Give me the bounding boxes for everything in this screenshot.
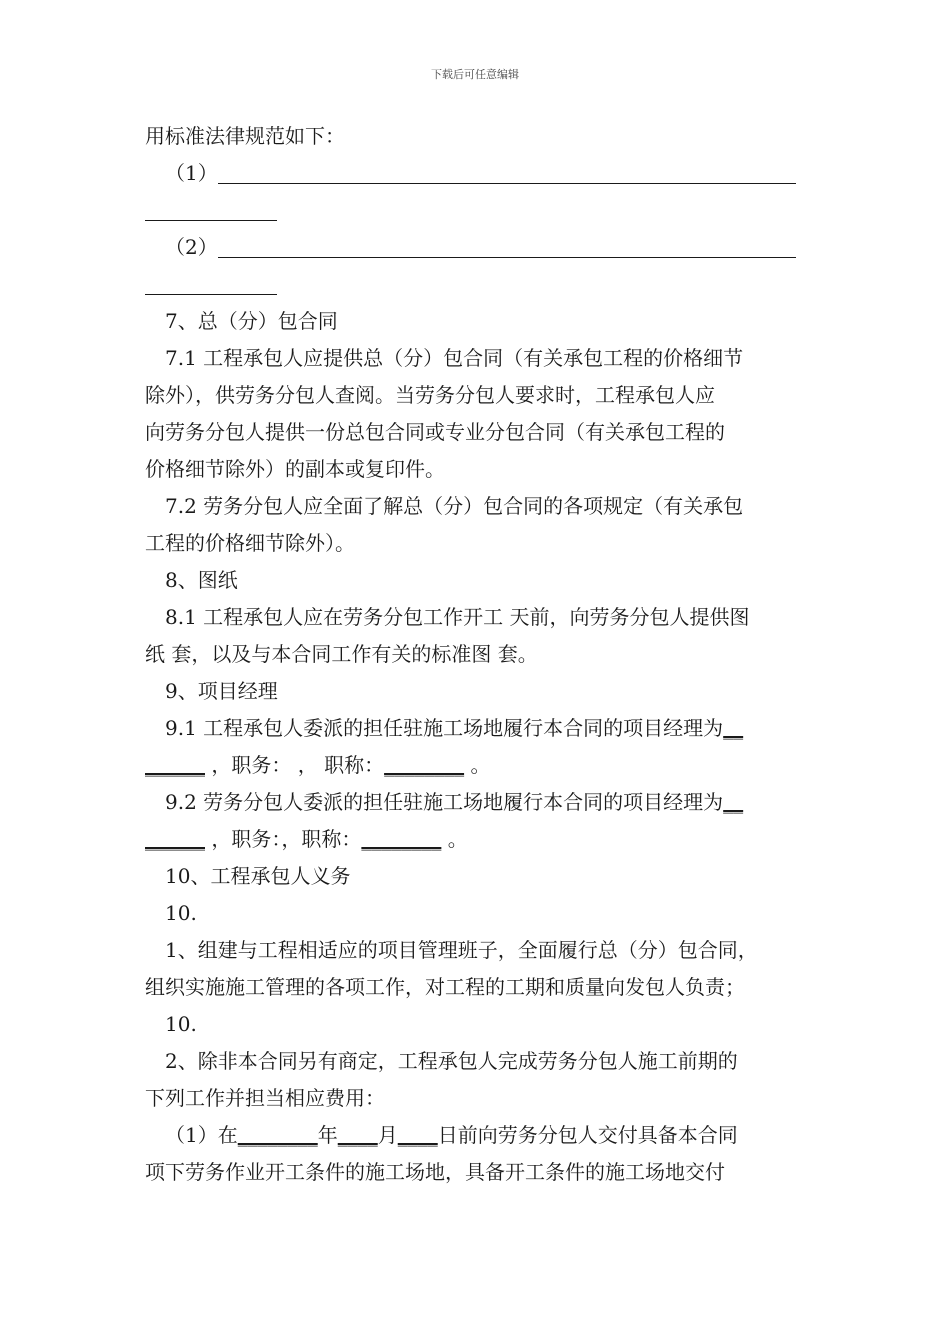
section-heading: 9、项目经理 (165, 679, 278, 703)
fill-blank[interactable] (218, 233, 796, 258)
section-heading: 7、总（分）包合同 (165, 309, 338, 333)
month-blank[interactable]: ____ (337, 1123, 378, 1147)
text-line (145, 155, 810, 192)
text-line: 1、组建与工程相适应的项目管理班子，全面履行总（分）包合同， (165, 938, 758, 962)
text-line: ______ ，职务： ， 职称：________ 。 (145, 753, 491, 777)
text-line (145, 192, 810, 229)
text-line: ______ ，职务：，职称：________ 。 (145, 827, 468, 851)
fill-blank[interactable] (145, 270, 277, 295)
document-body (145, 118, 810, 1191)
text-line: 价格细节除外）的副本或复印件。 (145, 457, 445, 481)
text-line: 组织实施施工管理的各项工作，对工程的工期和质量向发包人负责； (145, 975, 745, 999)
fill-blank[interactable]: __ (723, 716, 744, 740)
text-line: 工程的价格细节除外）。 (145, 531, 355, 555)
text-line: 10. (165, 901, 197, 925)
day-blank[interactable]: ____ (397, 1123, 438, 1147)
text-line: 项下劳务作业开工条件的施工场地，具备开工条件的施工场地交付 (145, 1160, 725, 1184)
text-line: 8.1 工程承包人应在劳务分包工作开工 天前，向劳务分包人提供图 (165, 605, 750, 629)
text-line: 7.1 工程承包人应提供总（分）包合同（有关承包工程的价格细节 (165, 346, 744, 370)
text-line: 7.2 劳务分包人应全面了解总（分）包合同的各项规定（有关承包 (165, 494, 744, 518)
section-heading: 8、图纸 (165, 568, 238, 592)
section-heading: 10、工程承包人义务 (165, 864, 351, 888)
year-blank[interactable]: ________ (237, 1123, 318, 1147)
text-line (145, 266, 810, 303)
text-line: 下列工作并担当相应费用： (145, 1086, 385, 1110)
text-line: 除外），供劳务分包人查阅。当劳务分包人要求时，工程承包人应 (145, 383, 715, 407)
text-line: 10. (165, 1012, 197, 1036)
text-line: 9.2 劳务分包人委派的担任驻施工场地履行本合同的项目经理为__ (165, 790, 744, 814)
fill-blank[interactable]: ______ (145, 753, 205, 777)
item-label: （2） (165, 235, 218, 259)
fill-blank[interactable] (218, 159, 796, 184)
text-line: 2、除非本合同另有商定，工程承包人完成劳务分包人施工前期的 (165, 1049, 738, 1073)
text-line: 用标准法律规范如下： (145, 124, 345, 148)
item-label: （1） (165, 161, 218, 185)
text-line: 向劳务分包人提供一份总包合同或专业分包合同（有关承包工程的 (145, 420, 725, 444)
page-header: 下载后可任意编辑 (431, 68, 519, 81)
text-line: （1）在________年____月____日前向劳务分包人交付具备本合同 (165, 1123, 738, 1147)
fill-blank[interactable]: ________ (361, 827, 442, 851)
fill-blank[interactable]: ________ (384, 753, 465, 777)
fill-blank[interactable]: __ (723, 790, 744, 814)
fill-blank[interactable]: ______ (145, 827, 205, 851)
fill-blank[interactable] (145, 196, 277, 221)
text-line: 纸 套，以及与本合同工作有关的标准图 套。 (145, 642, 538, 666)
text-line (145, 229, 810, 266)
text-line: 9.1 工程承包人委派的担任驻施工场地履行本合同的项目经理为__ (165, 716, 744, 740)
